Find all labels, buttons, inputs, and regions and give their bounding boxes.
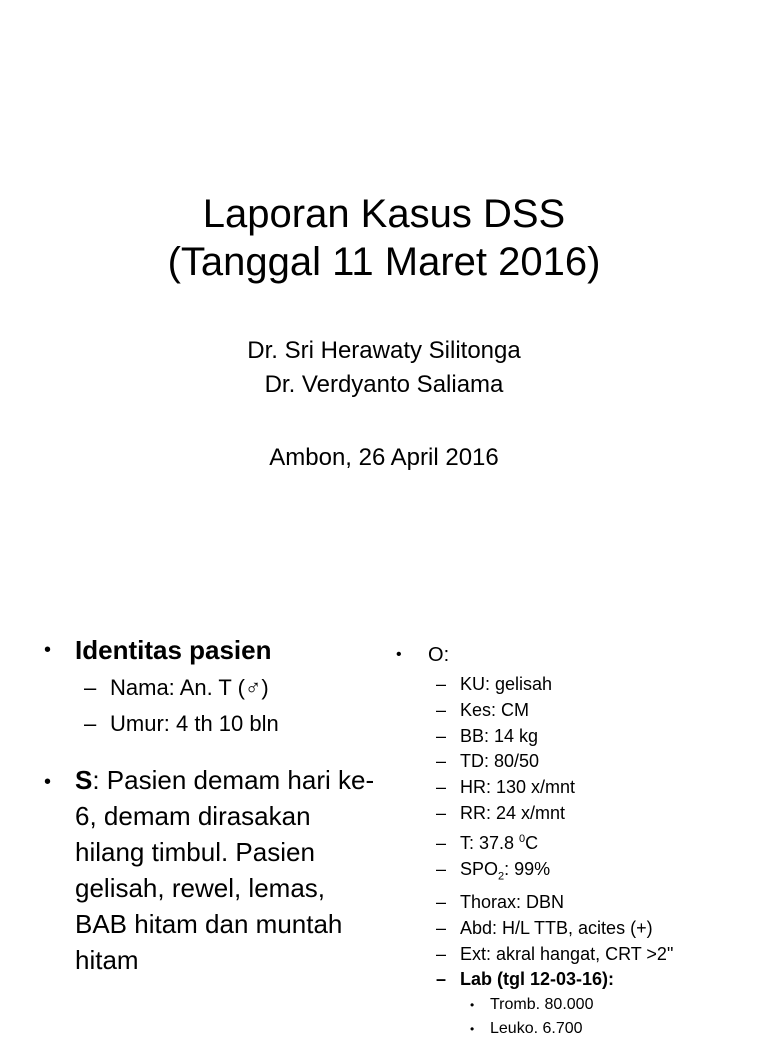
subjective-body: : Pasien demam hari ke-6, demam dirasakan hilang timbul. Pasien gelisah, rewel, lemas, BAB hitam dan muntah hitam xyxy=(75,765,375,975)
bullet-glyph: • xyxy=(44,639,52,661)
obj-ext-text: Ext: akral hangat, CRT >2" xyxy=(460,943,674,964)
objective-heading xyxy=(428,638,449,672)
dash-glyph: – xyxy=(436,891,447,912)
subjective-bullet xyxy=(44,762,384,978)
lab-list xyxy=(470,993,756,1041)
dash-glyph: – xyxy=(436,969,447,990)
obj-td xyxy=(436,749,756,775)
author-1: Dr. Sri Herawaty Silitonga xyxy=(247,337,521,364)
dash-glyph: – xyxy=(436,802,447,823)
obj-ku-text: KU: gelisah xyxy=(460,674,553,694)
obj-hr-text: HR: 130 x/mnt xyxy=(460,777,576,798)
obj-bb xyxy=(436,724,756,750)
objective-list xyxy=(436,672,756,1041)
obj-abd-text: Abd: H/L TTB, acites (+) xyxy=(460,917,653,938)
title-line-1: Laporan Kasus DSS xyxy=(202,192,566,236)
objective-bullet xyxy=(396,638,756,672)
obj-td-text: TD: 80/50 xyxy=(460,751,540,772)
dash-glyph: – xyxy=(436,777,447,798)
bullet-glyph: • xyxy=(470,1022,475,1037)
identity-list xyxy=(84,670,384,742)
lab-item-leuko xyxy=(470,1017,756,1041)
title-slide xyxy=(0,0,768,512)
lab-item-tromb xyxy=(470,993,756,1017)
bullet-glyph: • xyxy=(470,998,475,1013)
dash-glyph: – xyxy=(84,711,97,736)
obj-kes xyxy=(436,698,756,724)
lab-tromb-text: Tromb. 80.000 xyxy=(490,996,594,1014)
obj-spo-label: SPO xyxy=(460,858,499,879)
identity-bullet xyxy=(44,630,384,670)
objective-label: O xyxy=(428,644,444,666)
dash-glyph: – xyxy=(436,751,447,772)
dash-glyph: – xyxy=(436,858,447,879)
bullet-glyph: • xyxy=(396,646,402,663)
subjective-label: S xyxy=(75,765,93,795)
right-column xyxy=(396,638,756,1041)
obj-hr xyxy=(436,775,756,801)
subjective-text xyxy=(75,762,381,978)
obj-spo-subscript: 2 xyxy=(498,870,505,883)
identity-item-name xyxy=(84,670,384,706)
obj-thorax-text: Thorax: DBN xyxy=(460,891,565,912)
author-2: Dr. Verdyanto Saliama xyxy=(264,371,504,398)
dash-glyph: – xyxy=(84,675,97,700)
obj-spo2 xyxy=(436,857,756,890)
obj-spo-value: : 99% xyxy=(504,858,551,879)
left-column xyxy=(44,630,384,978)
obj-temp-value: T: 37.8 xyxy=(460,832,520,853)
identity-item-age xyxy=(84,706,384,742)
dash-glyph: – xyxy=(436,917,447,938)
dash-glyph: – xyxy=(436,674,447,694)
dash-glyph: – xyxy=(436,699,447,720)
obj-lab-text: Lab (tgl 12-03-16): xyxy=(460,969,615,990)
authors xyxy=(0,334,768,402)
slide-title xyxy=(0,190,768,286)
place-date: Ambon, 26 April 2016 xyxy=(269,444,499,471)
obj-temp-degree: 0 xyxy=(519,832,526,845)
dash-glyph: – xyxy=(436,725,447,746)
bullet-glyph: • xyxy=(44,771,52,793)
case-slide xyxy=(0,600,768,1038)
dash-glyph: – xyxy=(436,832,447,853)
obj-temperature xyxy=(436,827,756,857)
obj-thorax xyxy=(436,890,756,916)
obj-temp-unit: C xyxy=(525,832,539,853)
obj-kes-text: Kes: CM xyxy=(460,699,530,720)
lab-leuko-text: Leuko. 6.700 xyxy=(490,1020,583,1038)
dash-glyph: – xyxy=(436,943,447,964)
identity-name: Nama: An. T (♂) xyxy=(110,675,269,700)
identity-heading: Identitas pasien xyxy=(75,635,272,665)
obj-ext xyxy=(436,942,756,968)
obj-rr-text: RR: 24 x/mnt xyxy=(460,802,566,823)
obj-ku xyxy=(436,672,756,698)
obj-abd xyxy=(436,916,756,942)
obj-lab xyxy=(436,967,756,993)
title-line-2: (Tanggal 11 Maret 2016) xyxy=(167,240,601,284)
obj-rr xyxy=(436,801,756,827)
objective-colon: : xyxy=(443,644,450,666)
obj-bb-text: BB: 14 kg xyxy=(460,725,539,746)
identity-age: Umur: 4 th 10 bln xyxy=(110,711,279,736)
